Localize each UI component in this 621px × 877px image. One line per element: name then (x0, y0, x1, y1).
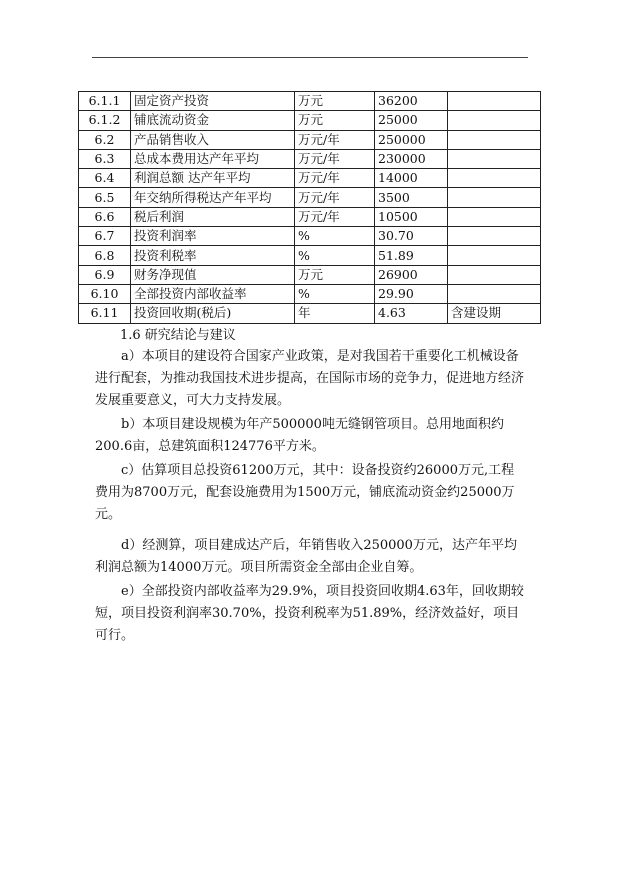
cell-row-number: 6.1.2 (79, 111, 131, 130)
cell-value: 26900 (375, 265, 448, 284)
table-row (79, 149, 541, 168)
paragraph-a: a）本项目的建设符合国家产业政策，是对我国若干重要化工机械设备进行配套，为推动我国技术进步提高，在国际市场的竞争力，促进地方经济发展重要意义，可大力支持发展。 (95, 349, 525, 408)
cell-value: 36200 (375, 92, 448, 111)
cell-item-name: 固定资产投资 (131, 92, 295, 111)
cell-value: 25000 (375, 111, 448, 130)
cell-row-number: 6.10 (79, 284, 131, 303)
cell-note (448, 130, 541, 149)
cell-note (448, 169, 541, 188)
cell-note (448, 246, 541, 265)
cell-item-name: 投资利润率 (131, 227, 295, 246)
cell-value: 29.90 (375, 284, 448, 303)
cell-unit: 万元/年 (295, 130, 375, 149)
cell-note (448, 265, 541, 284)
cell-note (448, 111, 541, 130)
financial-indicators-table (78, 91, 541, 324)
paragraph-d: d）经测算，项目建成达产后，年销售收入250000万元，达产年平均利润总额为14000万元。项目所需资金全部由企业自筹。 (95, 538, 517, 575)
cell-item-name: 财务净现值 (131, 265, 295, 284)
cell-value: 4.63 (375, 304, 448, 323)
cell-value: 230000 (375, 149, 448, 168)
cell-row-number: 6.1.1 (79, 92, 131, 111)
cell-note (448, 207, 541, 226)
cell-value: 3500 (375, 188, 448, 207)
cell-row-number: 6.3 (79, 149, 131, 168)
cell-item-name: 产品销售收入 (131, 130, 295, 149)
cell-value: 250000 (375, 130, 448, 149)
paragraph-b: b）本项目建设规模为年产500000吨无缝钢管项目。总用地面积约200.6亩，总建筑面积124776平方米。 (95, 417, 504, 454)
cell-item-name: 利润总额 达产年平均 (131, 169, 295, 188)
cell-value: 51.89 (375, 246, 448, 265)
cell-row-number: 6.8 (79, 246, 131, 265)
table-row (79, 111, 541, 130)
cell-value: 30.70 (375, 227, 448, 246)
cell-note (448, 284, 541, 303)
cell-unit: 万元 (295, 92, 375, 111)
cell-item-name: 税后利润 (131, 207, 295, 226)
paragraph-e: e）全部投资内部收益率为29.9%，项目投资回收期4.63年，回收期较短，项目投资利润率30.70%，投资利税率为51.89%，经济效益好，项目可行。 (95, 584, 524, 643)
cell-unit: 万元 (295, 265, 375, 284)
cell-note: 含建设期 (448, 304, 541, 323)
table-row (79, 188, 541, 207)
cell-item-name: 总成本费用达产年平均 (131, 149, 295, 168)
cell-unit: 年 (295, 304, 375, 323)
cell-unit: % (295, 227, 375, 246)
cell-unit: 万元/年 (295, 169, 375, 188)
cell-unit: 万元 (295, 111, 375, 130)
paragraph-c: c）估算项目总投资61200万元，其中：设备投资约26000万元,工程费用为8700万元，配套设施费用为1500万元，铺底流动资金约25000万元。 (95, 463, 515, 522)
table-row (79, 304, 541, 323)
cell-unit: % (295, 284, 375, 303)
cell-item-name: 铺底流动资金 (131, 111, 295, 130)
table-row (79, 265, 541, 284)
cell-row-number: 6.2 (79, 130, 131, 149)
cell-note (448, 149, 541, 168)
cell-unit: 万元/年 (295, 149, 375, 168)
cell-unit: 万元/年 (295, 207, 375, 226)
cell-unit: 万元/年 (295, 188, 375, 207)
cell-item-name: 投资回收期(税后) (131, 304, 295, 323)
header-rule (92, 57, 528, 58)
table-row (79, 169, 541, 188)
table-row (79, 227, 541, 246)
cell-row-number: 6.4 (79, 169, 131, 188)
cell-note (448, 227, 541, 246)
cell-unit: % (295, 246, 375, 265)
cell-item-name: 投资利税率 (131, 246, 295, 265)
cell-item-name: 年交纳所得税达产年平均 (131, 188, 295, 207)
table-body (79, 92, 541, 324)
cell-value: 14000 (375, 169, 448, 188)
cell-value: 10500 (375, 207, 448, 226)
table-row (79, 284, 541, 303)
cell-note (448, 92, 541, 111)
section-title: 1.6 研究结论与建议 (120, 328, 236, 343)
cell-note (448, 188, 541, 207)
table-row (79, 92, 541, 111)
cell-row-number: 6.11 (79, 304, 131, 323)
table-row (79, 130, 541, 149)
cell-row-number: 6.7 (79, 227, 131, 246)
cell-row-number: 6.6 (79, 207, 131, 226)
cell-item-name: 全部投资内部收益率 (131, 284, 295, 303)
table-row (79, 207, 541, 226)
cell-row-number: 6.5 (79, 188, 131, 207)
cell-row-number: 6.9 (79, 265, 131, 284)
table-row (79, 246, 541, 265)
